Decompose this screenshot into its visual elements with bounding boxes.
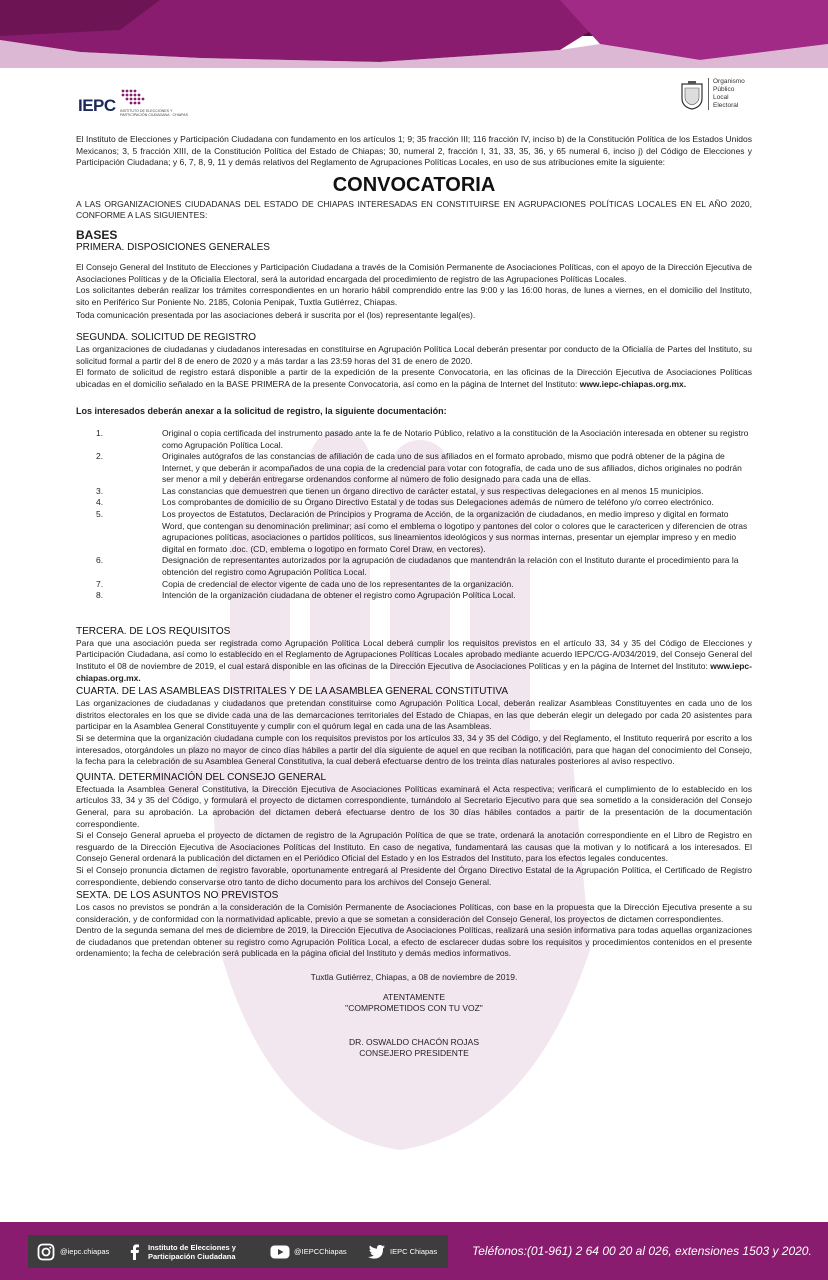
list-item xyxy=(76,428,752,451)
section-heading: SEGUNDA. SOLICITUD DE REGISTRO xyxy=(76,331,257,343)
item-number: 2. xyxy=(96,451,104,462)
item-text: Los proyectos de Estatutos, Declaración de Principios y Programa de Acción, de la organización de ciudadanos, en medio impreso y digital en formato Word, que contengan su denominación preliminar; así como el emblema o logotipo y pantones del color o colores que le caractericen y diferencien de otras agrupaciones políticas, asociaciones o partidos políticos, sus lineamientos ideológicos y sus normas internas, presentar un ejemplar impreso y en medio digital en formato .doc. (CD, emblema o logotipo en formato Corel Draw, en vectores). xyxy=(162,509,748,554)
paragraph: Efectuada la Asamblea General Constitutiva, la Dirección Ejecutiva de Asociaciones Políticas examinará el Acta respectiva; verificará el cumplimiento de lo establecido en los artículos 33, 34 y 35 del Código, y formulará el proyecto de dictamen correspondiente, turnándolo al Secretario Ejecutivo para que sea sometido a la consideración del Consejo General, para su aprobación. La aprobación del dictamen deberá efectuarse dentro de los 30 días hábiles contados a partir de la presentación de la documentación correspondiente. xyxy=(76,783,752,829)
item-text: Designación de representantes autorizados por la agrupación de ciudadanos que mantendrán la relación con el Instituto durante el procedimiento para la obtención del registro como Agrupación Política Local. xyxy=(162,555,739,578)
social-bar xyxy=(28,1235,448,1268)
paragraph: Las organizaciones de ciudadanas y ciudadanos que pretendan constituirse como Agrupación Política Local, deberán realizar Asambleas Constituyentes en cada uno de los distritos electorales en los que se divide cada una de las demarcaciones territoriales del Estado de Chiapas, en las que deberán elegir un delegado por cada 20 asistentes para participar en la Asamblea General Constituyente y cumplir con el quórum legal en cada una de las Asambleas. xyxy=(76,698,752,732)
list-item xyxy=(76,486,752,498)
intro-paragraph: El Instituto de Elecciones y Participación Ciudadana con fundamento en los artículos 1; 9; 35 fracción III; 116 fracción IV, inciso b) de la Constitución Política de los Estados Unidos Mexicanos; 3, 5 fracción XIII, de la Constitución Política del Estado de Chiapas; 30, numeral 2, fracción I, 31, 33, 35, 36, y 65 numeral 6, inciso j) del Código de Elecciones y Participación Ciudadana; y 6, 7, 8, 9, 11 y demás relativos del Reglamento de Agrupaciones Políticas Locales, en uso de sus atribuciones emite la siguiente: xyxy=(76,134,752,168)
item-text: Las constancias que demuestren que tienen un órgano directivo de carácter estatal, y sus respectivas delegaciones en al menos 15 municipios. xyxy=(162,485,704,496)
signer-name: DR. OSWALDO CHACÓN ROJAS xyxy=(348,1036,480,1047)
instagram-handle: @iepc.chiapas xyxy=(60,1247,110,1256)
paragraph: Los casos no previstos se pondrán a la consideración de la Comisión Permanente de Asociaciones Políticas, con base en la propuesta que la Dirección Ejecutiva presente a su consideración, y de conformidad con la normatividad aplicable, previo a que se sometan a consideración del Consejo General, los proyectos de dictamen correspondientes. xyxy=(76,902,752,924)
list-item xyxy=(76,497,752,509)
documents-list xyxy=(76,428,752,602)
paragraph xyxy=(76,638,752,684)
logo-small-text: INSTITUTO DE ELECCIONES Y PARTICIPACIÓN CIUDADANA · CHIAPAS xyxy=(120,109,189,117)
paragraph: Si el Consejo pronuncia dictamen de registro favorable, oportunamente entregará al Presidente del Órgano Directivo Estatal de la Agrupación Política, el Certificado de Registro correspondiente, debiendo conservarse otro tanto de dicho documento para los archivos del Consejo General. xyxy=(76,864,752,887)
social-twitter[interactable] xyxy=(366,1235,437,1268)
twitter-icon xyxy=(366,1242,386,1262)
paragraph: Dentro de la segunda semana del mes de diciembre de 2019, la Dirección Ejecutiva de Asociaciones Políticas, realizará una sesión informativa para todas aquellas organizaciones de ciudadanos que pretendan obtener su registro como Agrupación Política Local, a efecto de esclarecer dudas sobre los requisitos y procedimientos contenidos en el presente ordenamiento; la fecha de celebración será publicada en la página oficial del Instituto y demás medios informativos. xyxy=(76,925,752,959)
list-item xyxy=(76,451,752,486)
phone-numbers: Teléfonos:(01-961) 2 64 00 20 al 026, extensiones 1503 y 2020. xyxy=(472,1244,812,1258)
ople-line: Público xyxy=(713,86,735,93)
item-text: Copia de credencial de elector vigente de cada uno de los representantes de la organización. xyxy=(162,578,514,589)
item-text: Original o copia certificada del instrumento pasado ante la fe de Notario Público, relativo a la constitución de la Asociación interesada en obtener su registro como Agrupación Política Local. xyxy=(162,427,749,450)
list-item xyxy=(76,579,752,591)
ople-line: Organismo xyxy=(713,78,745,85)
paragraph: El Consejo General del Instituto de Elecciones y Participación Ciudadana a través de la Comisión Permanente de Asociaciones Políticas, con el apoyo de la Dirección Ejecutiva de Asociaciones Políticas y de la Oficialía Electoral, será la autoridad encargada del procedimiento de registro de las Agrupaciones Políticas Locales. xyxy=(76,261,752,284)
section-heading: CUARTA. DE LAS ASAMBLEAS DISTRITALES Y DE LA ASAMBLEA GENERAL CONSTITUTIVA xyxy=(76,686,508,698)
header xyxy=(0,78,828,130)
item-number: 6. xyxy=(96,555,104,566)
atentamente: ATENTAMENTE xyxy=(382,991,446,1002)
document-title: CONVOCATORIA xyxy=(332,173,496,196)
social-youtube[interactable] xyxy=(270,1235,347,1268)
facebook-name: Instituto de Elecciones y Participación Ciudadana xyxy=(148,1242,236,1261)
item-text: Originales autógrafos de las constancias de afiliación de cada uno de sus afiliados en el formato aprobado, mismo que podrá obtener de la página de Internet, y que deberán ir acompañados de una copia de la credencial para votar con fotografía, de cada uno de sus afiliados, dichos originales no podrán ser menor a mil y deberán entregarse ordenandos conforme al número de folio designado para cada una de ellas. xyxy=(162,451,742,485)
paragraph: Los solicitantes deberán realizar los trámites correspondientes en un horario hábil comprendido entre las 9:00 y las 16:00 horas, de lunes a viernes, en el domicilio del Instituto, sito en Periférico Sur Poniente No. 2185, Colonia Penipak, Tuxtla Gutiérrez, Chiapas. xyxy=(76,285,752,307)
seal-icon xyxy=(680,80,704,110)
docs-lead: Los interesados deberán anexar a la solicitud de registro, la siguiente documentación: xyxy=(76,406,447,417)
ople-logo xyxy=(680,78,760,114)
item-number: 4. xyxy=(96,497,104,508)
logo-dots-icon xyxy=(120,88,148,106)
website-link[interactable]: www.iepc-chiapas.org.mx. xyxy=(76,661,752,683)
section-heading: SEXTA. DE LOS ASUNTOS NO PREVISTOS xyxy=(76,890,279,902)
instagram-icon xyxy=(36,1242,56,1262)
item-number: 3. xyxy=(96,485,104,496)
iepc-logo xyxy=(78,86,198,122)
item-number: 5. xyxy=(96,509,104,520)
facebook-icon xyxy=(126,1242,144,1262)
social-facebook[interactable] xyxy=(126,1235,266,1268)
paragraph: Las organizaciones de ciudadanas y ciudadanos interesadas en constituirse en Agrupación Política Local deberán presentar por conducto de la Oficialía de Partes del Instituto, su solicitud formal a partir del 8 de enero de 2020 y a más tardar a las 23:59 horas del 31 de enero de 2020. xyxy=(76,343,752,366)
document-body xyxy=(76,134,752,1060)
paragraph xyxy=(76,367,752,390)
paragraph: Si se determina que la organización ciudadana cumple con los requisitos previstos por los artículos 33, 34 y 35 del Código, y del Reglamento, el Instituto requerirá por escrito a los interesados, otorgándoles un plazo no mayor de cinco días hábiles a partir del día siguiente de aquel en que reciban la notificación, para que hagan del conocimiento del Consejo, la fecha para la celebración de su Asamblea General Constitutiva, la cual deberá efectuarse dentro de los treinta días naturales posteriores al aviso respectivo. xyxy=(76,732,752,767)
paragraph: Toda comunicación presentada por las asociaciones deberá ir suscrita por el (los) representante legal(es). xyxy=(76,310,476,321)
section-heading: QUINTA. DETERMINACIÓN DEL CONSEJO GENERAL xyxy=(76,771,327,783)
footer xyxy=(0,1222,828,1280)
logo-text: IEPC xyxy=(78,96,116,115)
place-date: Tuxtla Gutiérrez, Chiapas, a 08 de noviembre de 2019. xyxy=(310,972,518,983)
twitter-handle: IEPC Chiapas xyxy=(390,1247,438,1256)
youtube-icon xyxy=(270,1242,290,1262)
top-banner xyxy=(0,0,828,80)
list-item xyxy=(76,509,752,555)
item-text: Intención de la organización ciudadana de obtener el registro como Agrupación Política Local. xyxy=(162,590,516,601)
website-link[interactable]: www.iepc-chiapas.org.mx. xyxy=(579,378,687,389)
section-heading: TERCERA. DE LOS REQUISITOS xyxy=(76,625,231,637)
list-item xyxy=(76,590,752,602)
item-number: 7. xyxy=(96,578,104,589)
section-heading: PRIMERA. DISPOSICIONES GENERALES xyxy=(76,241,270,253)
item-text: Los comprobantes de domicilio de su Órgano Directivo Estatal y de todas sus Delegaciones además de número de teléfono y/o correo electrónico. xyxy=(162,497,714,508)
ople-text xyxy=(708,78,745,110)
paragraph: Si el Consejo General aprueba el proyecto de dictamen de registro de la Agrupación Política de que se trate, ordenará la anotación correspondiente en el Libro de Registro en resguardo de la Dirección Ejecutiva de Asociaciones Políticas del Instituto. En caso de negativa, fundamentará las causas que la motivan y lo notificará a los interesados. El Consejo General ordenará la publicación del dictamen en el Periódico Oficial del Estado y en los Estrados del Instituto, para los efectos legales conducentes. xyxy=(76,830,752,864)
subtitle: A LAS ORGANIZACIONES CIUDADANAS DEL ESTADO DE CHIAPAS INTERESADAS EN CONSTITUIRSE EN AGRUPACIONES POLÍTICAS LOCALES EN EL AÑO 2020, CONFORME A LAS SIGUIENTES: xyxy=(76,198,752,221)
item-number: 8. xyxy=(96,590,104,601)
paragraph-text: Para que una asociación pueda ser registrada como Agrupación Política Local deberá cumplir los requisitos previstos en el artículo 33, 34 y 35 del Código de Elecciones y Participación Ciudadana, así como lo establecido en el Reglamento de Agrupaciones Políticas Locales aprobado mediante acuerdo IEPC/CG-A/034/2019, del Consejo General del Instituto el 08 de noviembre de 2019, el cual estará disponible en las oficinas de la Dirección Ejecutiva de Asociaciones Políticas y en la página de Internet del Instituto: xyxy=(76,637,752,671)
motto: "COMPROMETIDOS CON TU VOZ" xyxy=(345,1003,483,1014)
social-instagram[interactable] xyxy=(36,1235,109,1268)
ople-line: Electoral xyxy=(713,102,739,109)
ople-line: Local xyxy=(713,94,729,101)
signer-role: CONSEJERO PRESIDENTE xyxy=(359,1048,469,1059)
list-item xyxy=(76,555,752,578)
youtube-handle: @IEPCChiapas xyxy=(294,1247,347,1256)
item-number: 1. xyxy=(96,427,104,438)
paragraph-text: El formato de solicitud de registro estará disponible a partir de la expedición de la presente Convocatoria, en las oficinas de la Dirección Ejecutiva de Asociaciones Políticas ubicadas en el domicilio señalado en la BASE PRIMERA de la presente Convocatoria, así como en la página de Internet del Instituto: xyxy=(76,367,752,389)
bases-heading: BASES xyxy=(76,227,118,242)
